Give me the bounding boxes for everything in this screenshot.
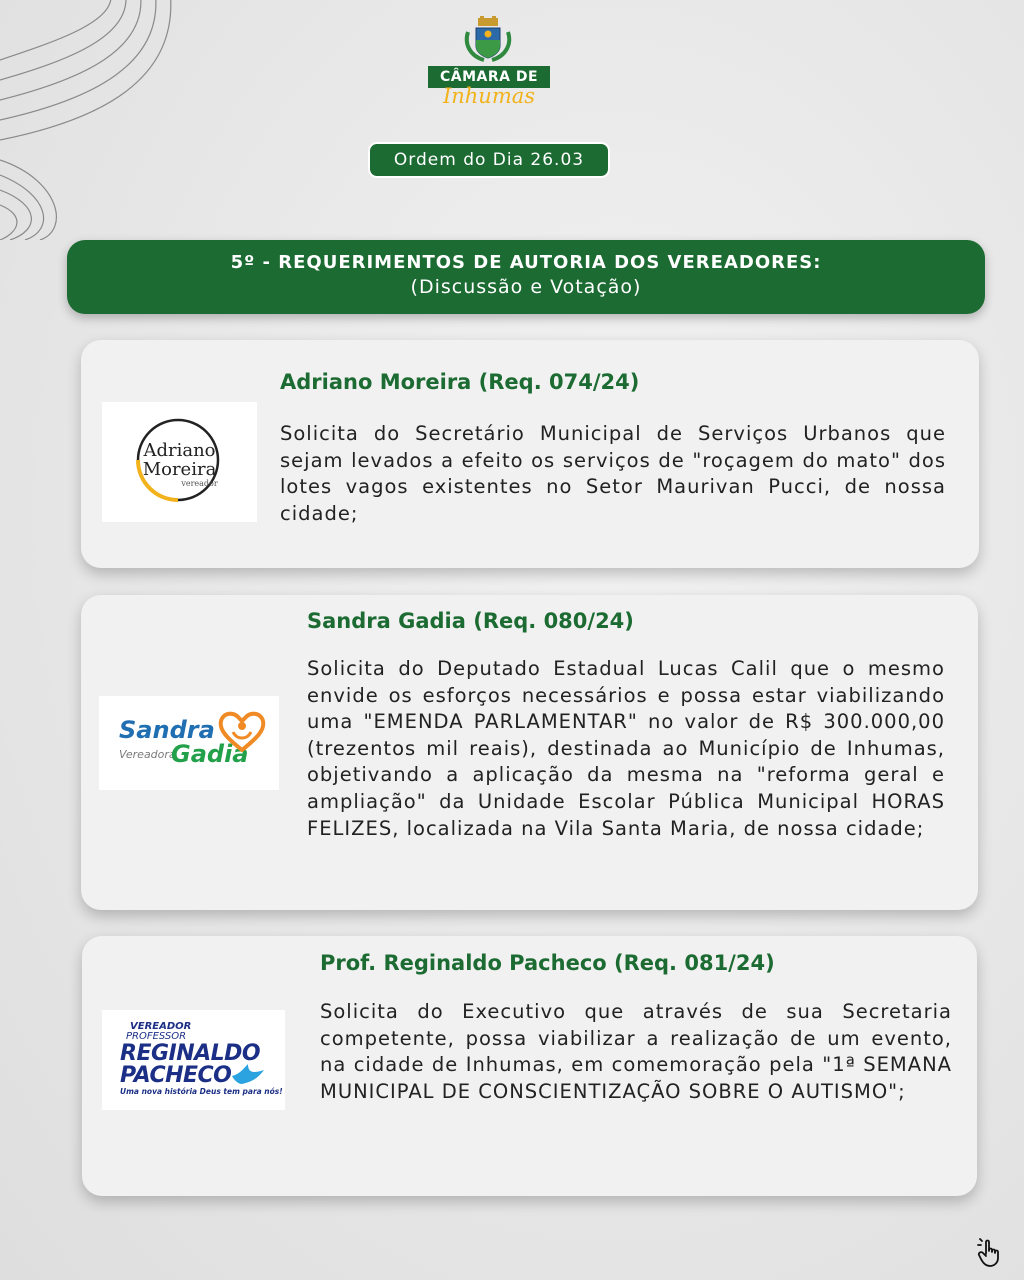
pointing-hand-icon <box>974 1236 1006 1268</box>
request-card-sandra <box>81 595 978 910</box>
date-pill: Ordem do Dia 26.03 <box>368 142 610 178</box>
section-subtitle: (Discussão e Votação) <box>410 276 642 298</box>
card-text: Solicita do Executivo que através de sua Secretaria competente, possa viabilizar a realização de um evento, na cidade de Inhumas, em comemoração pela "1ª SEMANA MUNICIPAL DE CONSCIENTIZAÇÃO SOBRE O AUTISMO"; <box>320 1000 952 1103</box>
card-text: Solicita do Deputado Estadual Lucas Calil que o mesmo envide os esforços necessários e possa estar viabilizando uma "EMENDA PARLAMENTAR" no valor de R$ 300.000,00 (trezentos mil reais), destinada ao Município de Inhumas, objetivando a aplicação da mesma na "reforma geral e ampliação" da Unidade Escolar Pública Municipal HORAS FELIZES, localizada na Vila Santa Maria, de nossa cidade; <box>307 657 945 840</box>
request-card-adriano <box>81 340 979 568</box>
org-name-line1: CÂMARA DE <box>428 66 550 88</box>
decorative-swirl <box>0 0 240 240</box>
heart-person-icon <box>217 710 267 752</box>
logo-line3: Vereadora <box>119 748 176 761</box>
section-title: 5º - REQUERIMENTOS DE AUTORIA DOS VEREADORES: <box>230 252 822 273</box>
logo-line1: VEREADOR <box>130 1021 192 1032</box>
card-title: Prof. Reginaldo Pacheco (Req. 081/24) <box>320 951 775 975</box>
logo-line4: PACHECO <box>120 1063 232 1088</box>
logo-line2: PROFESSOR <box>126 1031 187 1042</box>
logo-line3: vereador <box>181 479 218 488</box>
adriano-moreira-logo <box>102 402 257 522</box>
org-name-line2: Inhumas <box>442 84 536 108</box>
card-title: Adriano Moreira (Req. 074/24) <box>280 370 640 394</box>
request-card-reginaldo <box>82 936 977 1196</box>
logo-line2: Gadia <box>171 740 249 768</box>
sandra-gadia-logo <box>99 696 279 790</box>
logo-line3: REGINALDO <box>120 1041 261 1066</box>
logo-slogan: Uma nova história Deus tem para nós! <box>120 1087 283 1096</box>
dove-icon <box>230 1062 266 1088</box>
logo-line2: Moreira <box>142 459 217 480</box>
section-banner <box>67 240 985 314</box>
reginaldo-pacheco-logo <box>102 1010 285 1110</box>
card-title: Sandra Gadia (Req. 080/24) <box>307 609 634 633</box>
coat-of-arms-icon <box>462 16 514 62</box>
logo-line1: Adriano <box>143 440 216 461</box>
card-text: Solicita do Secretário Municipal de Serviços Urbanos que sejam levados a efeito os serviços de "roçagem do mato" dos lotes vagos existentes no Setor Maurivan Pucci, de nossa cidade; <box>280 422 946 525</box>
logo-line1: Sandra <box>119 716 215 744</box>
